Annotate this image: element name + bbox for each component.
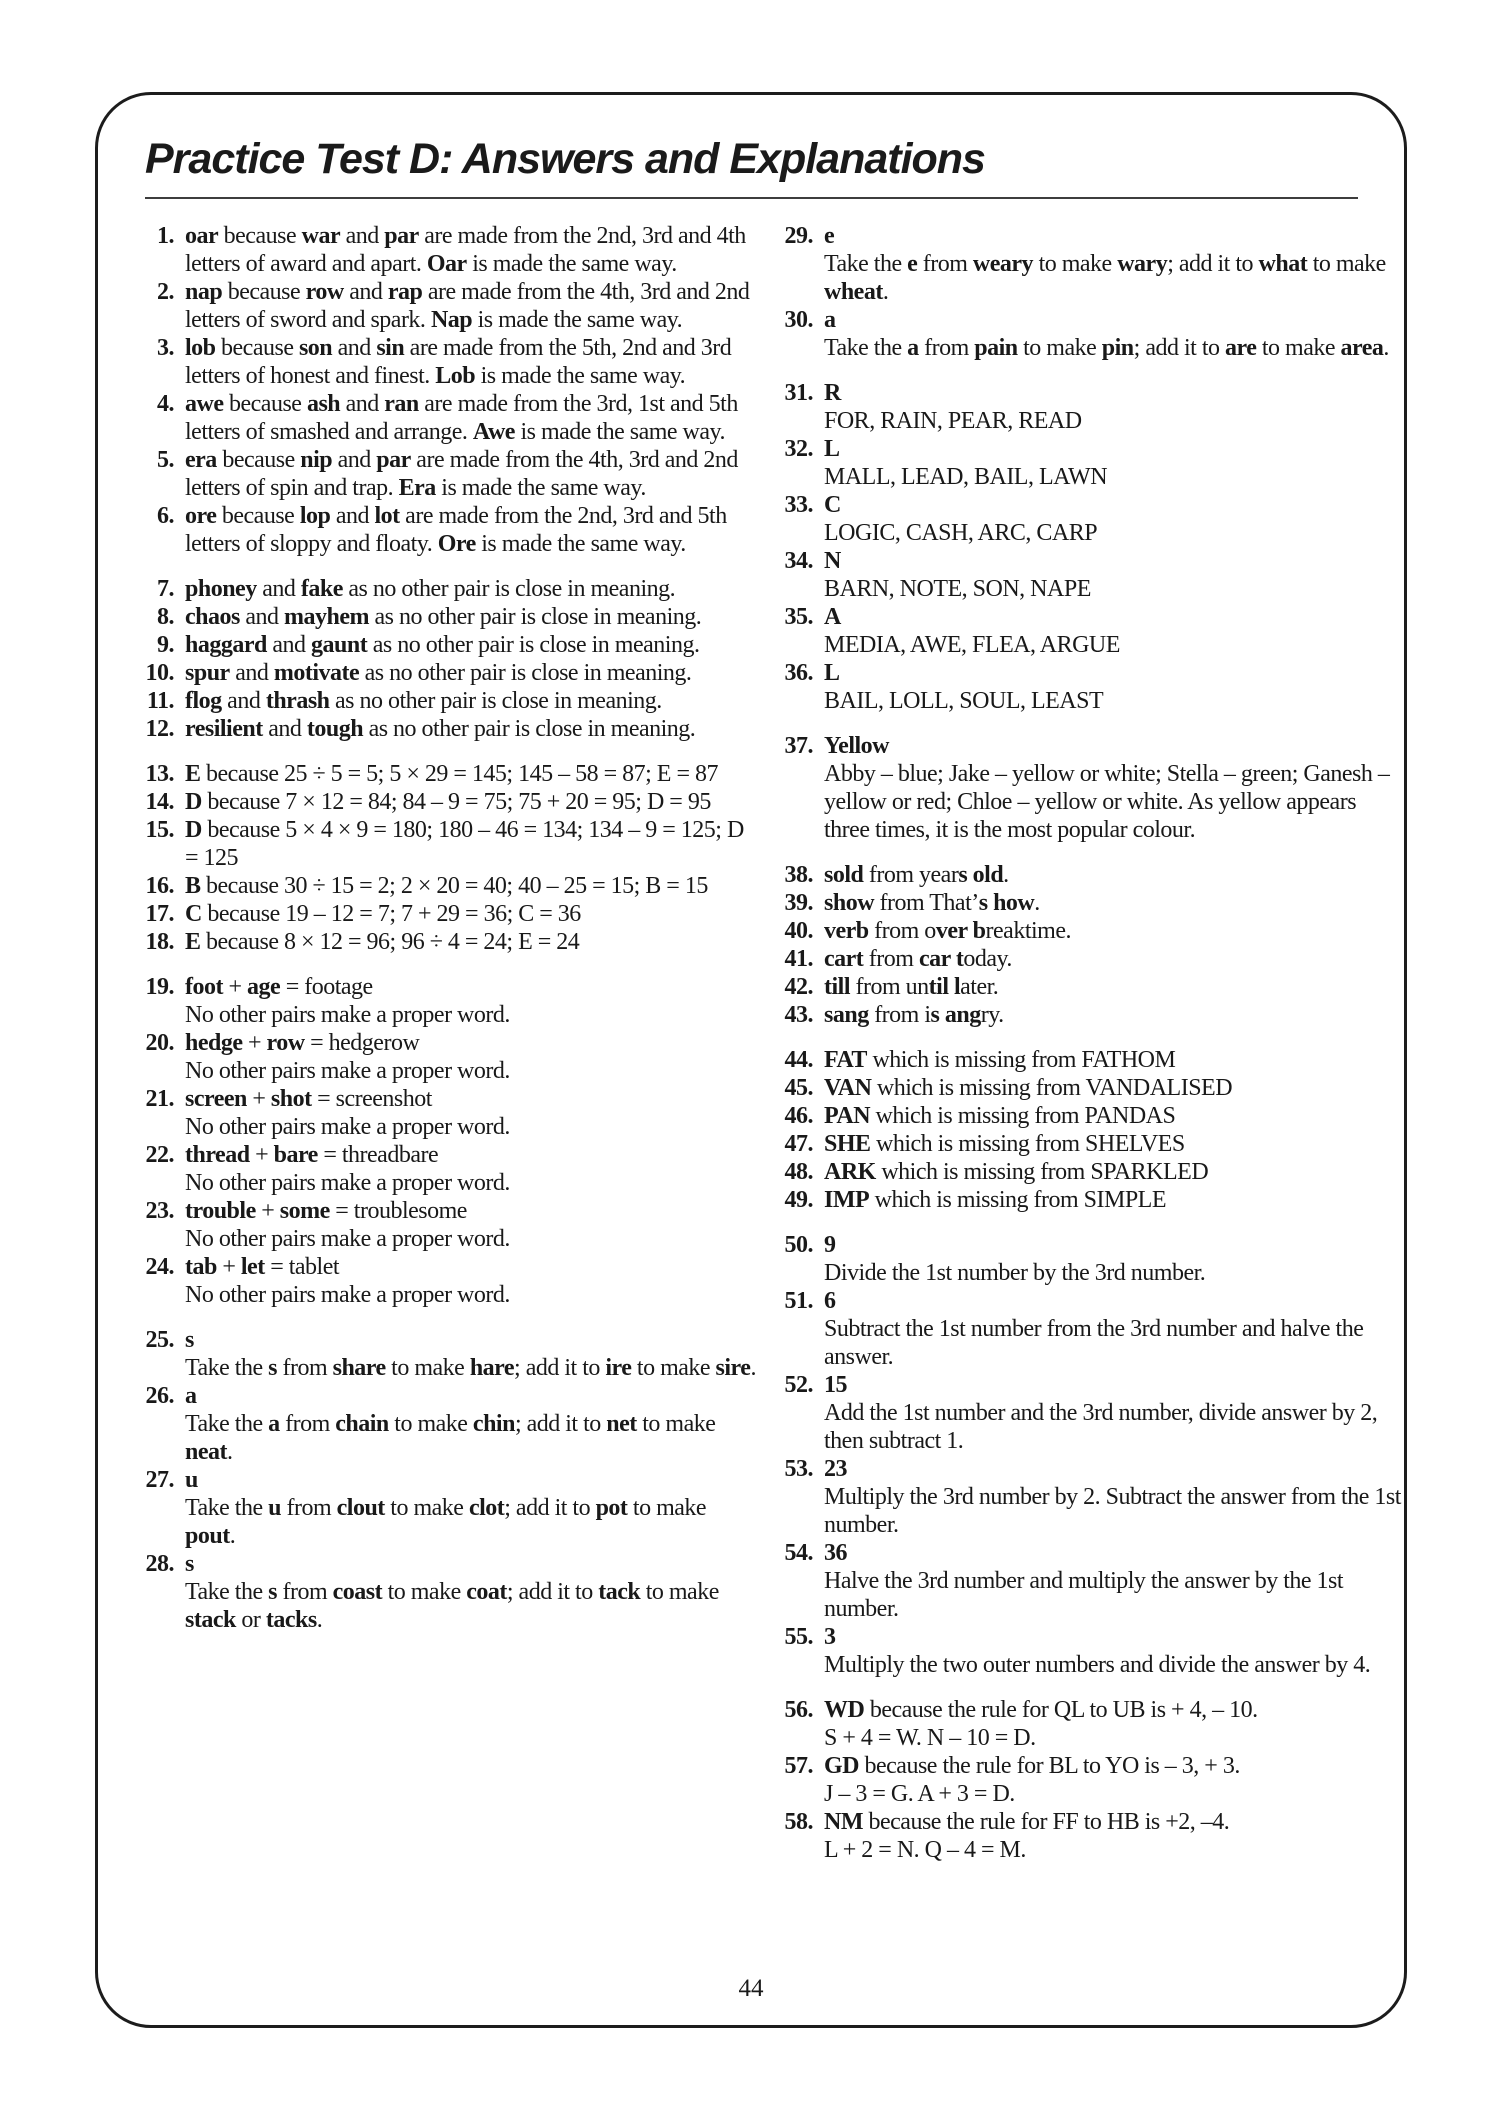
answer-text xyxy=(824,306,1404,362)
answer-text xyxy=(185,1197,759,1253)
answer-item-47 xyxy=(773,1130,1404,1158)
answer-number: 54. xyxy=(784,1540,813,1567)
answer-text xyxy=(824,1371,1404,1455)
page-number: 44 xyxy=(738,1975,764,2002)
answer-number: 33. xyxy=(784,492,813,519)
answer-line: BARN, NOTE, SON, NAPE xyxy=(824,576,1091,603)
answer-number: 13. xyxy=(145,761,174,788)
answer-line: MALL, LEAD, BAIL, LAWN xyxy=(824,464,1108,491)
answer-item-25 xyxy=(134,1326,759,1382)
answer-line: R xyxy=(824,380,841,407)
answer-text xyxy=(824,491,1404,547)
answer-number: 25. xyxy=(145,1327,174,1354)
answer-line: VAN which is missing from VANDALISED xyxy=(824,1075,1233,1102)
answer-line: trouble + some = troublesome xyxy=(185,1198,467,1225)
answer-item-5 xyxy=(134,446,759,502)
answer-item-41 xyxy=(773,945,1404,973)
answer-number: 45. xyxy=(784,1075,813,1102)
answer-text xyxy=(824,1696,1404,1752)
answer-line: oar because war and par are made from the 2nd, 3rd and 4th letters of award and apart. Oar is made the same way. xyxy=(185,223,746,278)
answer-number: 41. xyxy=(784,946,813,973)
answer-number: 19. xyxy=(145,974,174,1001)
answer-line: Halve the 3rd number and multiply the answer by the 1st number. xyxy=(824,1568,1344,1623)
answer-item-37 xyxy=(773,732,1404,844)
answer-number: 51. xyxy=(784,1288,813,1315)
answer-text xyxy=(185,631,759,659)
answer-item-12 xyxy=(134,715,759,743)
answer-text xyxy=(824,1158,1404,1186)
answer-text xyxy=(185,928,759,956)
answer-text xyxy=(185,1326,759,1382)
answer-group xyxy=(773,1046,1404,1214)
answer-text xyxy=(824,659,1404,715)
answer-item-40 xyxy=(773,917,1404,945)
answer-line: A xyxy=(824,604,841,631)
answer-item-4 xyxy=(134,390,759,446)
answer-item-16 xyxy=(134,872,759,900)
answer-number: 31. xyxy=(784,380,813,407)
answer-line: MEDIA, AWE, FLEA, ARGUE xyxy=(824,632,1120,659)
answer-text xyxy=(185,659,759,687)
answer-text xyxy=(824,603,1404,659)
answer-number: 57. xyxy=(784,1753,813,1780)
answer-line: spur and motivate as no other pair is close in meaning. xyxy=(185,660,692,687)
answer-item-8 xyxy=(134,603,759,631)
answer-line: L xyxy=(824,660,840,687)
answer-item-20 xyxy=(134,1029,759,1085)
answer-line: cart from car today. xyxy=(824,946,1012,973)
answers-column-left xyxy=(134,222,759,1864)
answer-group xyxy=(773,732,1404,844)
answer-line: FAT which is missing from FATHOM xyxy=(824,1047,1176,1074)
answer-number: 1. xyxy=(157,223,174,250)
answer-line: resilient and tough as no other pair is close in meaning. xyxy=(185,716,696,743)
answer-line: nap because row and rap are made from the 4th, 3rd and 2nd letters of sword and spark. Nap is made the same way. xyxy=(185,279,750,334)
answer-text xyxy=(824,1231,1404,1287)
answer-line: sold from years old. xyxy=(824,862,1009,889)
answer-line: Multiply the 3rd number by 2. Subtract the answer from the 1st number. xyxy=(824,1484,1401,1539)
answer-text xyxy=(185,334,759,390)
answer-line: LOGIC, CASH, ARC, CARP xyxy=(824,520,1098,547)
answer-text xyxy=(185,1085,759,1141)
answer-line: D because 7 × 12 = 84; 84 – 9 = 75; 75 + 20 = 95; D = 95 xyxy=(185,789,711,816)
answer-number: 14. xyxy=(145,789,174,816)
answer-text xyxy=(824,1287,1404,1371)
answer-line: ore because lop and lot are made from the 2nd, 3rd and 5th letters of sloppy and floaty. Ore is made the same way. xyxy=(185,503,727,558)
answer-item-11 xyxy=(134,687,759,715)
answer-line: Take the s from share to make hare; add it to ire to make sire. xyxy=(185,1355,756,1382)
answer-number: 58. xyxy=(784,1809,813,1836)
answer-line: No other pairs make a proper word. xyxy=(185,1114,510,1141)
answer-text xyxy=(185,1550,759,1634)
answer-item-38 xyxy=(773,861,1404,889)
answer-number: 44. xyxy=(784,1047,813,1074)
answer-text xyxy=(185,222,759,278)
answer-item-57 xyxy=(773,1752,1404,1808)
answer-item-48 xyxy=(773,1158,1404,1186)
answer-line: S + 4 = W. N – 10 = D. xyxy=(824,1725,1036,1752)
answer-item-18 xyxy=(134,928,759,956)
answer-item-35 xyxy=(773,603,1404,659)
answer-number: 30. xyxy=(784,307,813,334)
answer-item-15 xyxy=(134,816,759,872)
answer-number: 21. xyxy=(145,1086,174,1113)
answer-line: B because 30 ÷ 15 = 2; 2 × 20 = 40; 40 – 25 = 15; B = 15 xyxy=(185,873,708,900)
answer-text xyxy=(824,435,1404,491)
answer-line: N xyxy=(824,548,841,575)
answer-line: Yellow xyxy=(824,733,889,760)
answer-number: 15. xyxy=(145,817,174,844)
answer-item-36 xyxy=(773,659,1404,715)
answer-line: IMP which is missing from SIMPLE xyxy=(824,1187,1166,1214)
answer-item-9 xyxy=(134,631,759,659)
answer-line: awe because ash and ran are made from the 3rd, 1st and 5th letters of smashed and arrange. Awe is made the same way. xyxy=(185,391,738,446)
answer-number: 49. xyxy=(784,1187,813,1214)
answer-item-55 xyxy=(773,1623,1404,1679)
answer-number: 40. xyxy=(784,918,813,945)
answer-line: GD because the rule for BL to YO is – 3, + 3. xyxy=(824,1753,1240,1780)
answer-item-32 xyxy=(773,435,1404,491)
answer-group xyxy=(773,1696,1404,1864)
answer-number: 26. xyxy=(145,1383,174,1410)
answer-number: 8. xyxy=(157,604,174,631)
answer-item-45 xyxy=(773,1074,1404,1102)
answer-line: 23 xyxy=(824,1456,847,1483)
answer-line: s xyxy=(185,1551,194,1578)
answer-line: BAIL, LOLL, SOUL, LEAST xyxy=(824,688,1104,715)
answer-text xyxy=(185,687,759,715)
answer-line: D because 5 × 4 × 9 = 180; 180 – 46 = 134; 134 – 9 = 125; D = 125 xyxy=(185,817,744,872)
answer-text xyxy=(185,502,759,558)
answer-line: Multiply the two outer numbers and divide the answer by 4. xyxy=(824,1652,1371,1679)
answer-item-13 xyxy=(134,760,759,788)
answer-line: Take the e from weary to make wary; add it to what to make wheat. xyxy=(824,251,1386,306)
answer-text xyxy=(185,816,759,872)
answer-line: till from until later. xyxy=(824,974,999,1001)
answer-line: verb from over breaktime. xyxy=(824,918,1071,945)
answer-text xyxy=(185,446,759,502)
answer-group xyxy=(134,973,759,1309)
answer-line: 6 xyxy=(824,1288,836,1315)
answer-line: foot + age = footage xyxy=(185,974,373,1001)
answer-line: ARK which is missing from SPARKLED xyxy=(824,1159,1209,1186)
answer-line: C xyxy=(824,492,841,519)
answer-number: 32. xyxy=(784,436,813,463)
answer-text xyxy=(185,1141,759,1197)
answer-item-54 xyxy=(773,1539,1404,1623)
answer-item-52 xyxy=(773,1371,1404,1455)
answer-text xyxy=(824,1623,1404,1679)
answer-item-49 xyxy=(773,1186,1404,1214)
answer-line: Take the u from clout to make clot; add it to pot to make pout. xyxy=(185,1495,707,1550)
answer-group xyxy=(134,760,759,956)
answer-line: L + 2 = N. Q – 4 = M. xyxy=(824,1837,1026,1864)
answer-line: chaos and mayhem as no other pair is close in meaning. xyxy=(185,604,702,631)
answer-text xyxy=(185,1029,759,1085)
answer-item-3 xyxy=(134,334,759,390)
answer-text xyxy=(824,1539,1404,1623)
answer-line: lob because son and sin are made from the 5th, 2nd and 3rd letters of honest and finest. Lob is made the same way. xyxy=(185,335,732,390)
answer-number: 37. xyxy=(784,733,813,760)
answer-item-31 xyxy=(773,379,1404,435)
answer-text xyxy=(185,603,759,631)
answer-text xyxy=(185,900,759,928)
answer-number: 50. xyxy=(784,1232,813,1259)
answer-number: 48. xyxy=(784,1159,813,1186)
answer-item-28 xyxy=(134,1550,759,1634)
answer-line: E because 8 × 12 = 96; 96 ÷ 4 = 24; E = 24 xyxy=(185,929,580,956)
answer-text xyxy=(185,575,759,603)
answer-text xyxy=(185,278,759,334)
answer-text xyxy=(824,1130,1404,1158)
answer-line: C because 19 – 12 = 7; 7 + 29 = 36; C = 36 xyxy=(185,901,581,928)
answer-number: 56. xyxy=(784,1697,813,1724)
answer-item-33 xyxy=(773,491,1404,547)
answer-item-46 xyxy=(773,1102,1404,1130)
answer-text xyxy=(824,1046,1404,1074)
answer-text xyxy=(185,760,759,788)
answer-number: 43. xyxy=(784,1002,813,1029)
answer-text xyxy=(824,732,1404,844)
answer-number: 5. xyxy=(157,447,174,474)
answer-number: 12. xyxy=(145,716,174,743)
answer-number: 36. xyxy=(784,660,813,687)
answer-line: show from That’s how. xyxy=(824,890,1040,917)
answer-item-23 xyxy=(134,1197,759,1253)
answer-number: 18. xyxy=(145,929,174,956)
answer-line: u xyxy=(185,1467,198,1494)
page-title: Practice Test D: Answers and Explanations xyxy=(145,135,985,183)
answer-line: hedge + row = hedgerow xyxy=(185,1030,420,1057)
answer-line: Take the s from coast to make coat; add it to tack to make stack or tacks. xyxy=(185,1579,719,1634)
answer-line: e xyxy=(824,223,835,250)
answer-number: 53. xyxy=(784,1456,813,1483)
answer-item-50 xyxy=(773,1231,1404,1287)
answer-text xyxy=(185,1382,759,1466)
answer-line: No other pairs make a proper word. xyxy=(185,1170,510,1197)
answer-text xyxy=(824,1808,1404,1864)
answer-number: 3. xyxy=(157,335,174,362)
answer-text xyxy=(824,1455,1404,1539)
answer-text xyxy=(185,788,759,816)
answer-line: tab + let = tablet xyxy=(185,1254,340,1281)
answer-number: 2. xyxy=(157,279,174,306)
answer-line: 15 xyxy=(824,1372,847,1399)
answer-line: Abby – blue; Jake – yellow or white; Stella – green; Ganesh – yellow or red; Chloe – yellow or white. As yellow appears three times, it is the most popular colour. xyxy=(824,761,1390,844)
answer-text xyxy=(824,889,1404,917)
answer-number: 16. xyxy=(145,873,174,900)
answer-line: No other pairs make a proper word. xyxy=(185,1226,510,1253)
answer-columns xyxy=(134,222,1404,1864)
answer-item-19 xyxy=(134,973,759,1029)
answers-column-right xyxy=(773,222,1404,1864)
answer-number: 11. xyxy=(146,688,174,715)
answer-line: thread + bare = threadbare xyxy=(185,1142,439,1169)
answer-item-6 xyxy=(134,502,759,558)
answer-line: SHE which is missing from SHELVES xyxy=(824,1131,1185,1158)
answer-line: Divide the 1st number by the 3rd number. xyxy=(824,1260,1206,1287)
answer-group xyxy=(773,379,1404,715)
answer-number: 42. xyxy=(784,974,813,1001)
answer-line: Take the a from pain to make pin; add it to are to make area. xyxy=(824,335,1389,362)
title-rule xyxy=(145,197,1358,199)
answer-item-58 xyxy=(773,1808,1404,1864)
answer-group xyxy=(773,861,1404,1029)
answer-line: WD because the rule for QL to UB is + 4, – 10. xyxy=(824,1697,1258,1724)
answer-line: J – 3 = G. A + 3 = D. xyxy=(824,1781,1015,1808)
answer-line: s xyxy=(185,1327,194,1354)
answer-item-22 xyxy=(134,1141,759,1197)
answer-text xyxy=(824,1752,1404,1808)
answer-line: 3 xyxy=(824,1624,836,1651)
answer-text xyxy=(824,1074,1404,1102)
answer-group xyxy=(134,1326,759,1634)
answer-line: FOR, RAIN, PEAR, READ xyxy=(824,408,1082,435)
answer-item-42 xyxy=(773,973,1404,1001)
answer-item-51 xyxy=(773,1287,1404,1371)
answer-text xyxy=(185,1253,759,1309)
answer-item-2 xyxy=(134,278,759,334)
answer-item-14 xyxy=(134,788,759,816)
answer-text xyxy=(185,1466,759,1550)
answer-line: PAN which is missing from PANDAS xyxy=(824,1103,1176,1130)
answer-text xyxy=(824,1001,1404,1029)
answer-line: 36 xyxy=(824,1540,847,1567)
answer-number: 39. xyxy=(784,890,813,917)
answer-line: screen + shot = screenshot xyxy=(185,1086,432,1113)
page-sheet xyxy=(95,92,1407,2028)
answer-text xyxy=(824,222,1404,306)
answer-text xyxy=(824,1186,1404,1214)
answer-number: 52. xyxy=(784,1372,813,1399)
answer-text xyxy=(824,917,1404,945)
answer-item-7 xyxy=(134,575,759,603)
answer-line: Subtract the 1st number from the 3rd number and halve the answer. xyxy=(824,1316,1364,1371)
answer-number: 27. xyxy=(145,1467,174,1494)
answer-text xyxy=(185,872,759,900)
answer-line: Add the 1st number and the 3rd number, divide answer by 2, then subtract 1. xyxy=(824,1400,1378,1455)
answer-number: 4. xyxy=(157,391,174,418)
answer-item-27 xyxy=(134,1466,759,1550)
answer-number: 6. xyxy=(157,503,174,530)
answer-text xyxy=(824,1102,1404,1130)
answer-number: 28. xyxy=(145,1551,174,1578)
answer-item-29 xyxy=(773,222,1404,306)
answer-number: 29. xyxy=(784,223,813,250)
answer-group xyxy=(134,222,759,558)
answer-text xyxy=(824,379,1404,435)
answer-number: 7. xyxy=(157,576,174,603)
answer-item-56 xyxy=(773,1696,1404,1752)
answer-item-10 xyxy=(134,659,759,687)
answer-line: 9 xyxy=(824,1232,836,1259)
answer-item-1 xyxy=(134,222,759,278)
answer-number: 10. xyxy=(145,660,174,687)
answer-line: phoney and fake as no other pair is close in meaning. xyxy=(185,576,676,603)
answer-line: No other pairs make a proper word. xyxy=(185,1058,510,1085)
answer-line: No other pairs make a proper word. xyxy=(185,1282,510,1309)
answer-text xyxy=(185,973,759,1029)
answer-group xyxy=(773,1231,1404,1679)
answer-item-17 xyxy=(134,900,759,928)
answer-item-39 xyxy=(773,889,1404,917)
answer-number: 9. xyxy=(157,632,174,659)
answer-text xyxy=(824,861,1404,889)
answer-number: 47. xyxy=(784,1131,813,1158)
answer-line: sang from is angry. xyxy=(824,1002,1004,1029)
answer-number: 46. xyxy=(784,1103,813,1130)
answer-group xyxy=(773,222,1404,362)
answer-item-44 xyxy=(773,1046,1404,1074)
answer-number: 35. xyxy=(784,604,813,631)
answer-item-30 xyxy=(773,306,1404,362)
answer-line: haggard and gaunt as no other pair is close in meaning. xyxy=(185,632,700,659)
answer-item-26 xyxy=(134,1382,759,1466)
answer-number: 22. xyxy=(145,1142,174,1169)
answer-number: 23. xyxy=(145,1198,174,1225)
answer-line: NM because the rule for FF to HB is +2, –4. xyxy=(824,1809,1230,1836)
answer-line: flog and thrash as no other pair is close in meaning. xyxy=(185,688,662,715)
answer-text xyxy=(824,547,1404,603)
answer-text xyxy=(185,390,759,446)
answer-item-43 xyxy=(773,1001,1404,1029)
answer-line: E because 25 ÷ 5 = 5; 5 × 29 = 145; 145 – 58 = 87; E = 87 xyxy=(185,761,718,788)
answer-line: era because nip and par are made from the 4th, 3rd and 2nd letters of spin and trap. Era is made the same way. xyxy=(185,447,738,502)
answer-line: Take the a from chain to make chin; add it to net to make neat. xyxy=(185,1411,716,1466)
answer-line: No other pairs make a proper word. xyxy=(185,1002,510,1029)
answer-number: 24. xyxy=(145,1254,174,1281)
answer-item-34 xyxy=(773,547,1404,603)
answer-line: a xyxy=(185,1383,197,1410)
answer-number: 20. xyxy=(145,1030,174,1057)
answer-text xyxy=(185,715,759,743)
answer-number: 55. xyxy=(784,1624,813,1651)
answer-text xyxy=(824,945,1404,973)
answer-number: 34. xyxy=(784,548,813,575)
answer-number: 38. xyxy=(784,862,813,889)
answer-group xyxy=(134,575,759,743)
answer-number: 17. xyxy=(145,901,174,928)
answer-line: L xyxy=(824,436,840,463)
answer-item-24 xyxy=(134,1253,759,1309)
answer-item-53 xyxy=(773,1455,1404,1539)
answer-line: a xyxy=(824,307,836,334)
answer-item-21 xyxy=(134,1085,759,1141)
answer-text xyxy=(824,973,1404,1001)
